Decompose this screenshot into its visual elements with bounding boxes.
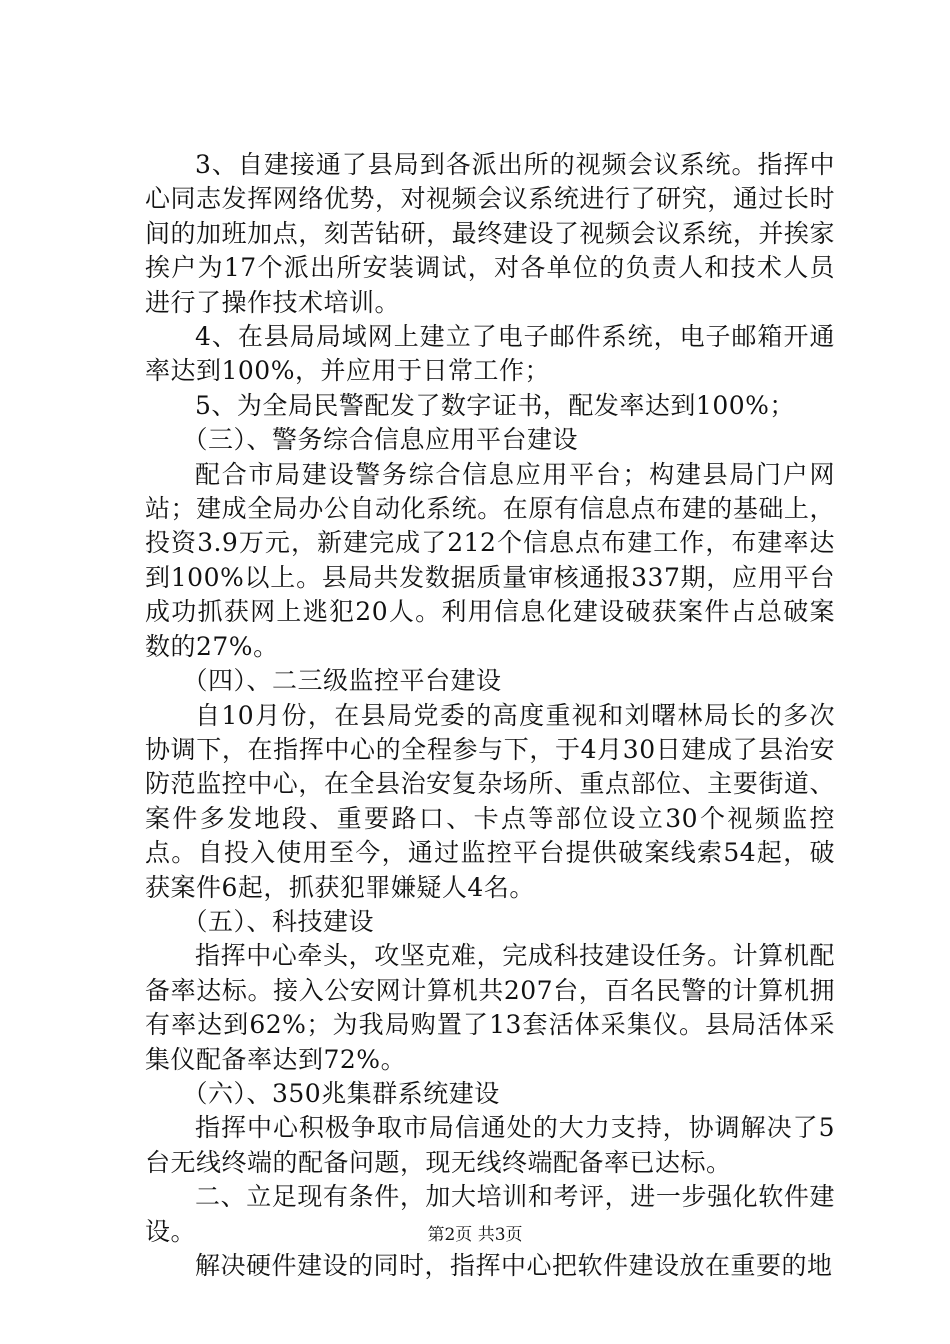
page-number-footer: 第2页 共3页	[427, 1225, 523, 1245]
paragraph-video-conference: 3、自建接通了县局到各派出所的视频会议系统。指挥中心同志发挥网络优势，对视频会议系统进行了研究，通过长时间的加班加点，刻苦钻研，最终建设了视频会议系统，并挨家挨户为17个派出所安装调试，对各单位的负责人和技术人员进行了操作技术培训。	[145, 150, 835, 317]
section-heading-6: （六）、350兆集群系统建设	[182, 1078, 500, 1108]
section-heading-4: （四）、二三级监控平台建设	[182, 666, 502, 696]
paragraph-trunking-system: 指挥中心积极争取市局信通处的大力支持，协调解决了5台无线终端的配备问题，现无线终端配备率已达标。	[145, 1113, 835, 1177]
paragraph-digital-certificate: 5、为全局民警配发了数字证书，配发率达到100%；	[195, 390, 795, 420]
paragraph-software-intro: 解决硬件建设的同时，指挥中心把软件建设放在重要的地	[195, 1251, 833, 1280]
paragraph-email-system: 4、在县局局域网上建立了电子邮件系统，电子邮箱开通率达到100%，并应用于日常工作；	[145, 322, 835, 386]
document-body	[145, 148, 835, 1283]
paragraph-technology: 指挥中心牵头，攻坚克难，完成科技建设任务。计算机配备率达标。接入公安网计算机共207台，百名民警的计算机拥有率达到62%；为我局购置了13套活体采集仪。县局活体采集仪配备率达到72%。	[145, 941, 835, 1074]
paragraph-monitoring-platform: 自10月份，在县局党委的高度重视和刘曙林局长的多次协调下，在指挥中心的全程参与下，于4月30日建成了县治安防范监控中心，在全县治安复杂场所、重点部位、主要街道、案件多发地段、重要路口、卡点等部位设立30个视频监控点。自投入使用至今，通过监控平台提供破案线索54起，破获案件6起，抓获犯罪嫌疑人4名。	[145, 700, 835, 902]
paragraph-software-heading: 二、立足现有条件，加大培训和考评，进一步强化软件建设。	[145, 1182, 835, 1246]
section-heading-5: （五）、科技建设	[182, 906, 375, 936]
paragraph-police-platform: 配合市局建设警务综合信息应用平台；构建县局门户网站；建成全局办公自动化系统。在原有信息点布建的基础上，投资3.9万元，新建完成了212个信息点布建工作，布建率达到100%以上。县局共发数据质量审核通报337期，应用平台成功抓获网上逃犯20人。利用信息化建设破获案件占总破案数的27%。	[145, 459, 835, 661]
section-heading-3: （三）、警务综合信息应用平台建设	[182, 425, 579, 455]
